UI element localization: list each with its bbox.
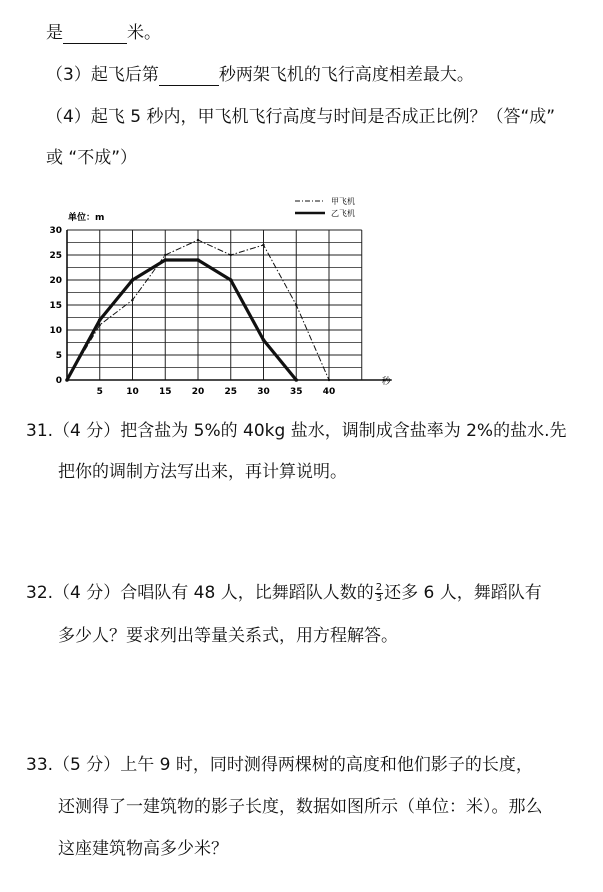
series-point-jia (164, 254, 166, 256)
series-point-jia (197, 239, 199, 241)
series-point-yi (262, 338, 266, 342)
series-point-yi (294, 378, 298, 382)
x-tick-label: 5 (96, 387, 103, 397)
series-point-yi (131, 278, 135, 282)
y-tick-label: 30 (49, 226, 62, 236)
answer-blank-q3[interactable] (159, 67, 219, 86)
x-tick-label: 25 (224, 387, 238, 397)
question-32-line2: 多少人？要求列出等量关系式，用方程解答。 (58, 626, 398, 646)
y-tick-label: 25 (49, 251, 62, 261)
y-tick-label: 20 (49, 276, 62, 286)
legend-label-jia: 甲飞机 (331, 197, 355, 206)
x-tick-label: 10 (126, 387, 139, 397)
fill-line-suffix: 米。 (127, 23, 161, 43)
y-tick-label: 0 (55, 376, 62, 386)
series-point-yi (65, 378, 69, 382)
legend-label-yi: 乙飞机 (331, 209, 355, 218)
y-tick-labels (49, 226, 62, 386)
x-tick-label: 30 (257, 387, 270, 397)
x-axis-label: 秒 (381, 377, 391, 387)
question-33-line2: 还测得了一建筑物的影子长度，数据如图所示（单位：米）。那么 (58, 797, 543, 817)
question-33-line3: 这座建筑物高多少米？ (58, 839, 228, 859)
fill-line-prefix: 是 (46, 23, 63, 43)
series-point-jia (230, 254, 232, 256)
question-32-line1 (26, 582, 542, 604)
answer-blank-1[interactable] (63, 25, 127, 44)
fraction-two-thirds (375, 583, 383, 604)
question-33-line1: 33.（5 分）上午 9 时，同时测得两棵树的高度和他们影子的长度， (26, 755, 533, 775)
flight-height-chart (40, 192, 391, 397)
x-tick-label: 35 (289, 387, 303, 397)
question-3-suffix: 秒两架飞机的飞行高度相差最大。 (218, 65, 474, 85)
series-point-yi (163, 258, 167, 262)
question-31-line2: 把你的调制方法写出来，再计算说明。 (58, 462, 347, 482)
x-tick-labels (97, 387, 336, 397)
series-point-yi (196, 258, 200, 262)
series-point-jia (328, 379, 330, 381)
y-tick-label: 10 (49, 326, 62, 336)
y-tick-label: 5 (55, 351, 62, 361)
question-3 (46, 64, 474, 86)
series-point-yi (229, 278, 233, 282)
question-4-line1: （4）起飞 5 秒内，甲飞机飞行高度与时间是否成正比例？（答“成” (46, 107, 556, 127)
fraction-numerator: 2 (375, 581, 383, 593)
x-tick-label: 40 (322, 387, 336, 397)
series-point-jia (131, 299, 133, 301)
question-3-prefix: （3）起飞后第 (46, 65, 159, 85)
question-31-line1: 31.（4 分）把含盐为 5%的 40kg 盐水，调制成含盐率为 2%的盐水.先 (26, 421, 567, 441)
series-point-yi (98, 318, 102, 322)
fraction-denominator: 3 (375, 592, 383, 604)
fill-line-meters (46, 22, 161, 44)
chart-legend (295, 196, 355, 218)
question-32-suffix: 还多 6 人，舞蹈队有 (384, 583, 542, 603)
question-4-line2: 或 “不成”） (46, 148, 138, 168)
series-point-jia (295, 304, 297, 306)
series-point-jia (262, 244, 264, 246)
question-32-prefix: 32.（4 分）合唱队有 48 人，比舞蹈队人数的 (26, 583, 374, 603)
x-tick-label: 20 (191, 387, 205, 397)
y-tick-label: 15 (49, 301, 62, 311)
unit-label: 单位：m (68, 213, 105, 223)
x-tick-label: 15 (158, 387, 172, 397)
